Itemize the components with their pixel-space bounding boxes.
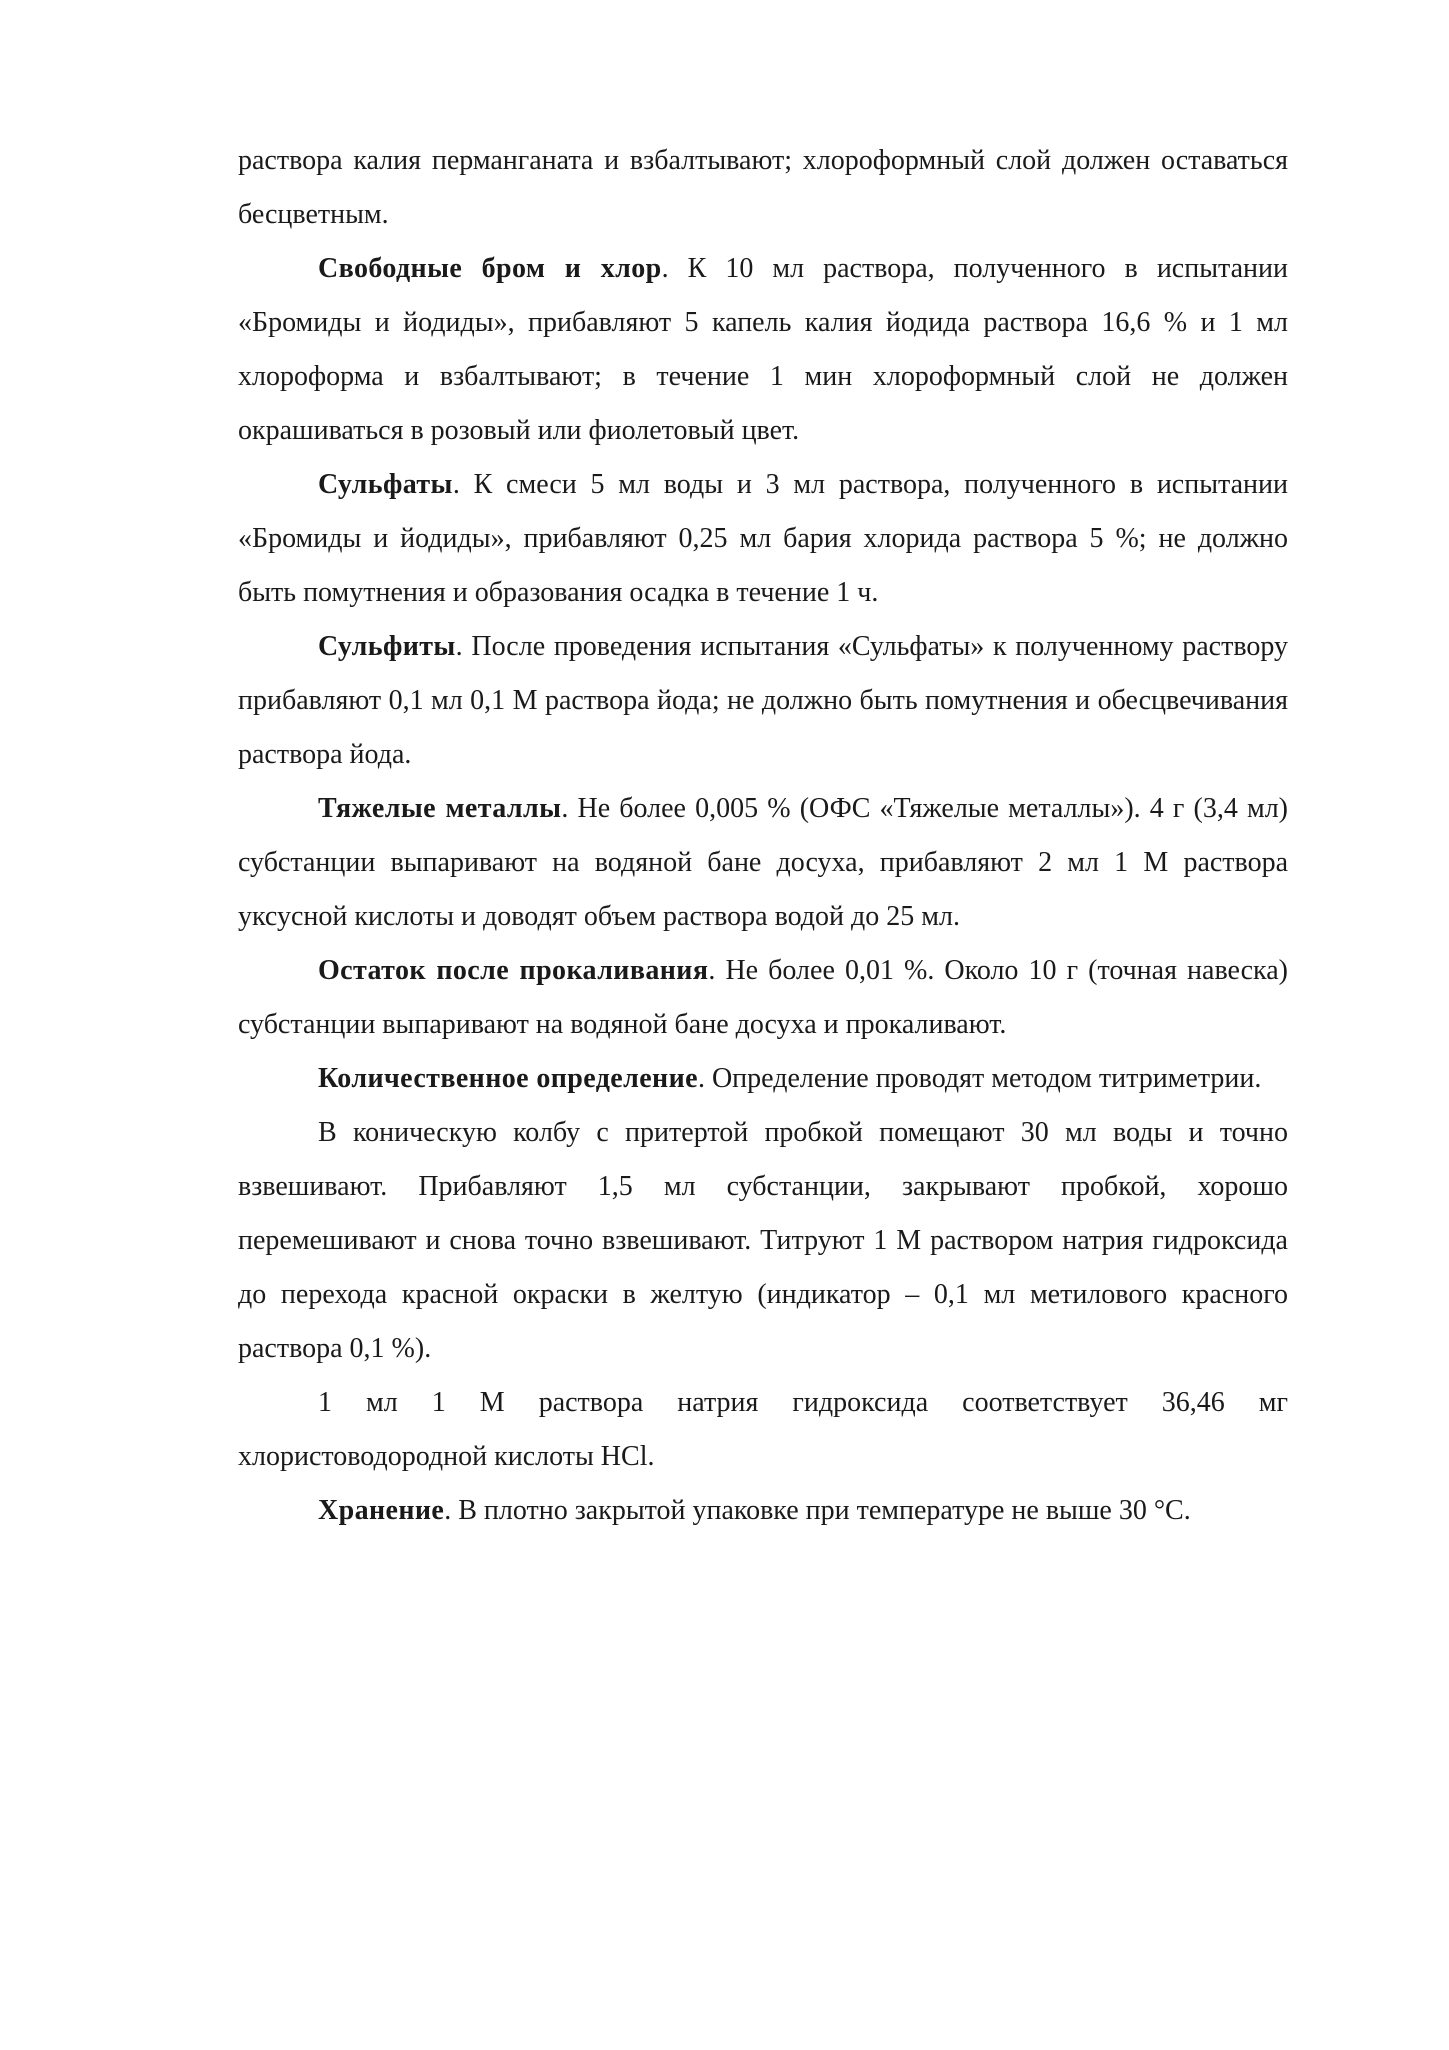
paragraph-assay [238, 1052, 1288, 1106]
paragraph-text: . Не более 0,005 % (ОФС «Тяжелые металлы»). 4 г (3,4 мл) субстанции выпаривают на водяной бане досуха, прибавляют 2 мл 1 М раствора уксусной кислоты и доводят объем раствора водой до 25 мл. [238, 793, 1288, 932]
paragraph-text: 1 мл 1 М раствора натрия гидроксида соответствует 36,46 мг хлористоводородной кислоты HCl. [238, 1387, 1288, 1472]
paragraph-free-bromine-chlorine [238, 242, 1288, 458]
paragraph-heavy-metals [238, 782, 1288, 944]
paragraph-equivalence [238, 1376, 1288, 1484]
paragraph-text: . К смеси 5 мл воды и 3 мл раствора, полученного в испытании «Бромиды и йодиды», прибавляют 0,25 мл бария хлорида раствора 5 %; не должно быть помутнения и образования осадка в течение 1 ч. [238, 469, 1288, 608]
paragraph-storage [238, 1484, 1288, 1538]
paragraph-permanganate-continuation [238, 134, 1288, 242]
section-heading: Хранение [318, 1495, 445, 1526]
section-heading: Остаток после прокаливания [318, 955, 709, 986]
paragraph-text: . После проведения испытания «Сульфаты» к полученному раствору прибавляют 0,1 мл 0,1 М раствора йода; не должно быть помутнения и обесцвечивания раствора йода. [238, 631, 1288, 770]
section-heading: Сульфаты [318, 469, 453, 500]
section-heading: Количественное определение [318, 1063, 698, 1094]
paragraph-residue-on-ignition [238, 944, 1288, 1052]
paragraph-text: . К 10 мл раствора, полученного в испытании «Бромиды и йодиды», прибавляют 5 капель калия йодида раствора 16,6 % и 1 мл хлороформа и взбалтывают; в течение 1 мин хлороформный слой не должен окрашиваться в розовый или фиолетовый цвет. [238, 253, 1288, 446]
paragraph-text: . Не более 0,01 %. Около 10 г (точная навеска) субстанции выпаривают на водяной бане досуха и прокаливают. [238, 955, 1288, 1040]
paragraph-text: раствора калия перманганата и взбалтывают; хлороформный слой должен оставаться бесцветным. [238, 145, 1288, 230]
section-heading: Сульфиты [318, 631, 456, 662]
paragraph-sulfites [238, 620, 1288, 782]
document-body [238, 134, 1288, 1538]
section-heading: Тяжелые металлы [318, 793, 562, 824]
paragraph-text: . Определение проводят методом титриметрии. [697, 1063, 1262, 1094]
section-heading: Свободные бром и хлор [318, 253, 662, 284]
paragraph-text: В коническую колбу с притертой пробкой помещают 30 мл воды и точно взвешивают. Прибавляют 1,5 мл субстанции, закрывают пробкой, хорошо перемешивают и снова точно взвешивают. Титруют 1 М раствором натрия гидроксида до перехода красной окраски в желтую (индикатор – 0,1 мл метилового красного раствора 0,1 %). [238, 1117, 1288, 1364]
paragraph-assay-procedure [238, 1106, 1288, 1376]
paragraph-text: . В плотно закрытой упаковке при температуре не выше 30 °С. [444, 1495, 1191, 1526]
paragraph-sulfates [238, 458, 1288, 620]
